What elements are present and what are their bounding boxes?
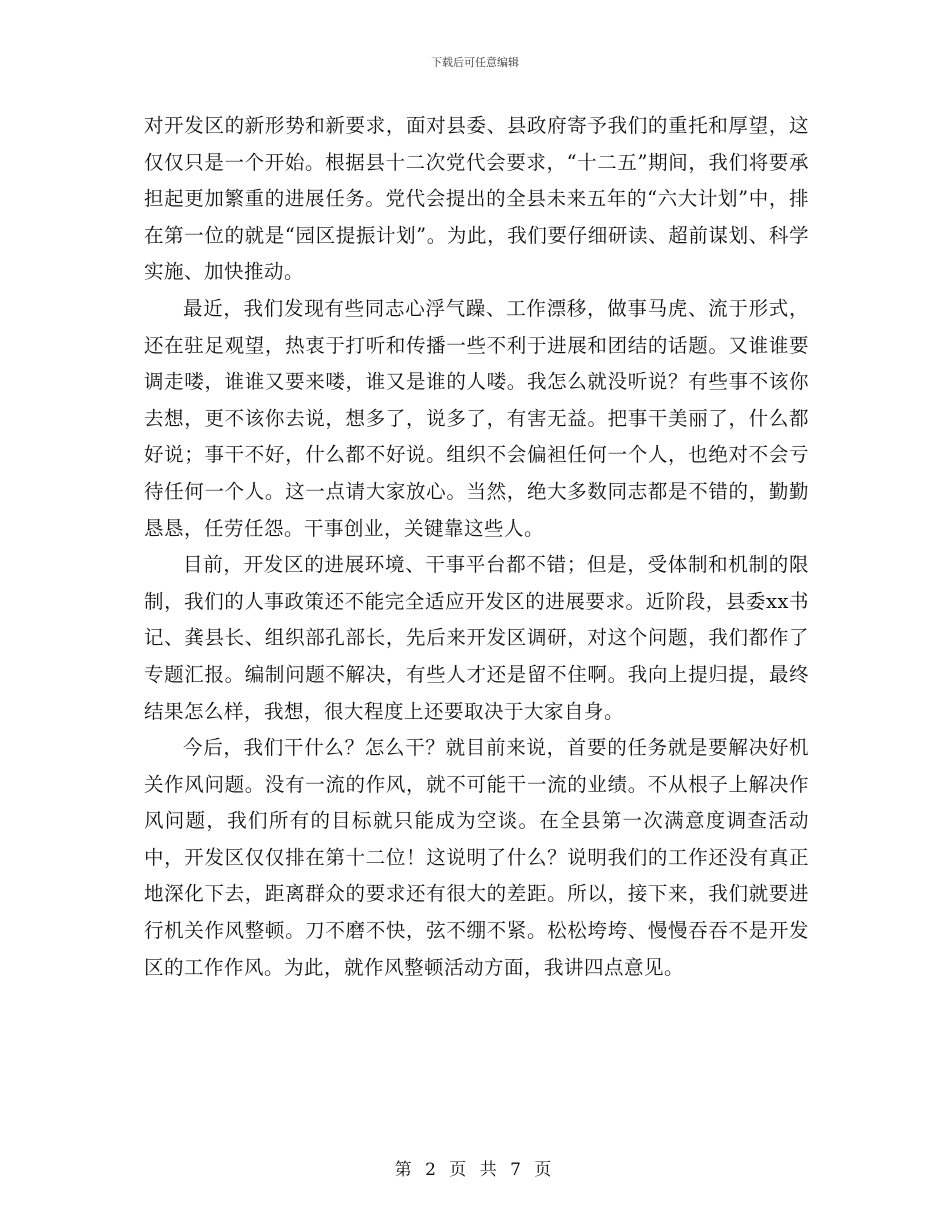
- paragraph-work-style: 今后，我们干什么？怎么干？就目前来说，首要的任务就是要解决好机关作风问题。没有一流的作风，就不可能干一流的业绩。不从根子上解决作风问题，我们所有的目标就只能成为空谈。在全县第一次满意度调查活动中，开发区仅仅排在第十二位！这说明了什么？说明我们的工作还没有真正地深化下去，距离群众的要求还有很大的差距。所以，接下来，我们就要进行机关作风整顿。刀不磨不快，弦不绷不紧。松松垮垮、慢慢吞吞不是开发区的工作作风。为此，就作风整顿活动方面，我讲四点意见。: [144, 736, 809, 979]
- paragraph-recent-issues: 最近，我们发现有些同志心浮气躁、工作漂移，做事马虎、流于形式，还在驻足观望，热衷于打听和传播一些不利于进展和团结的话题。又谁谁要调走喽，谁谁又要来喽，谁又是谁的人喽。我怎么就没听说？有些事不该你去想，更不该你去说，想多了，说多了，有害无益。把事干美丽了，什么都好说；事干不好，什么都不好说。组织不会偏袒任何一个人，也绝对不会亏待任何一个人。这一点请大家放心。当然，绝大多数同志都是不错的，勤勤恳恳，任劳任怨。干事创业，关键靠这些人。: [144, 296, 809, 540]
- document-body: [144, 108, 809, 986]
- page-number: 第 2 页 共 7 页: [394, 1160, 556, 1180]
- paragraph-personnel-policy: 目前，开发区的进展环境、干事平台都不错；但是，受体制和机制的限制，我们的人事政策还不能完全适应开发区的进展要求。近阶段，县委xx书记、龚县长、组织部孔部长，先后来开发区调研，对这个问题，我们都作了专题汇报。编制问题不解决，有些人才还是留不住啊。我向上提归提，最终结果怎么样，我想，很大程度上还要取决于大家自身。: [144, 553, 809, 723]
- paragraph-continued: 对开发区的新形势和新要求，面对县委、县政府寄予我们的重托和厚望，这仅仅只是一个开始。根据县十二次党代会要求，“十二五”期间，我们将要承担起更加繁重的进展任务。党代会提出的全县未来五年的“六大计划”中，排在第一位的就是“园区提振计划”。为此，我们要仔细研读、超前谋划、科学实施、加快推动。: [144, 114, 809, 284]
- page-header-note: 下载后可任意编辑: [431, 56, 519, 69]
